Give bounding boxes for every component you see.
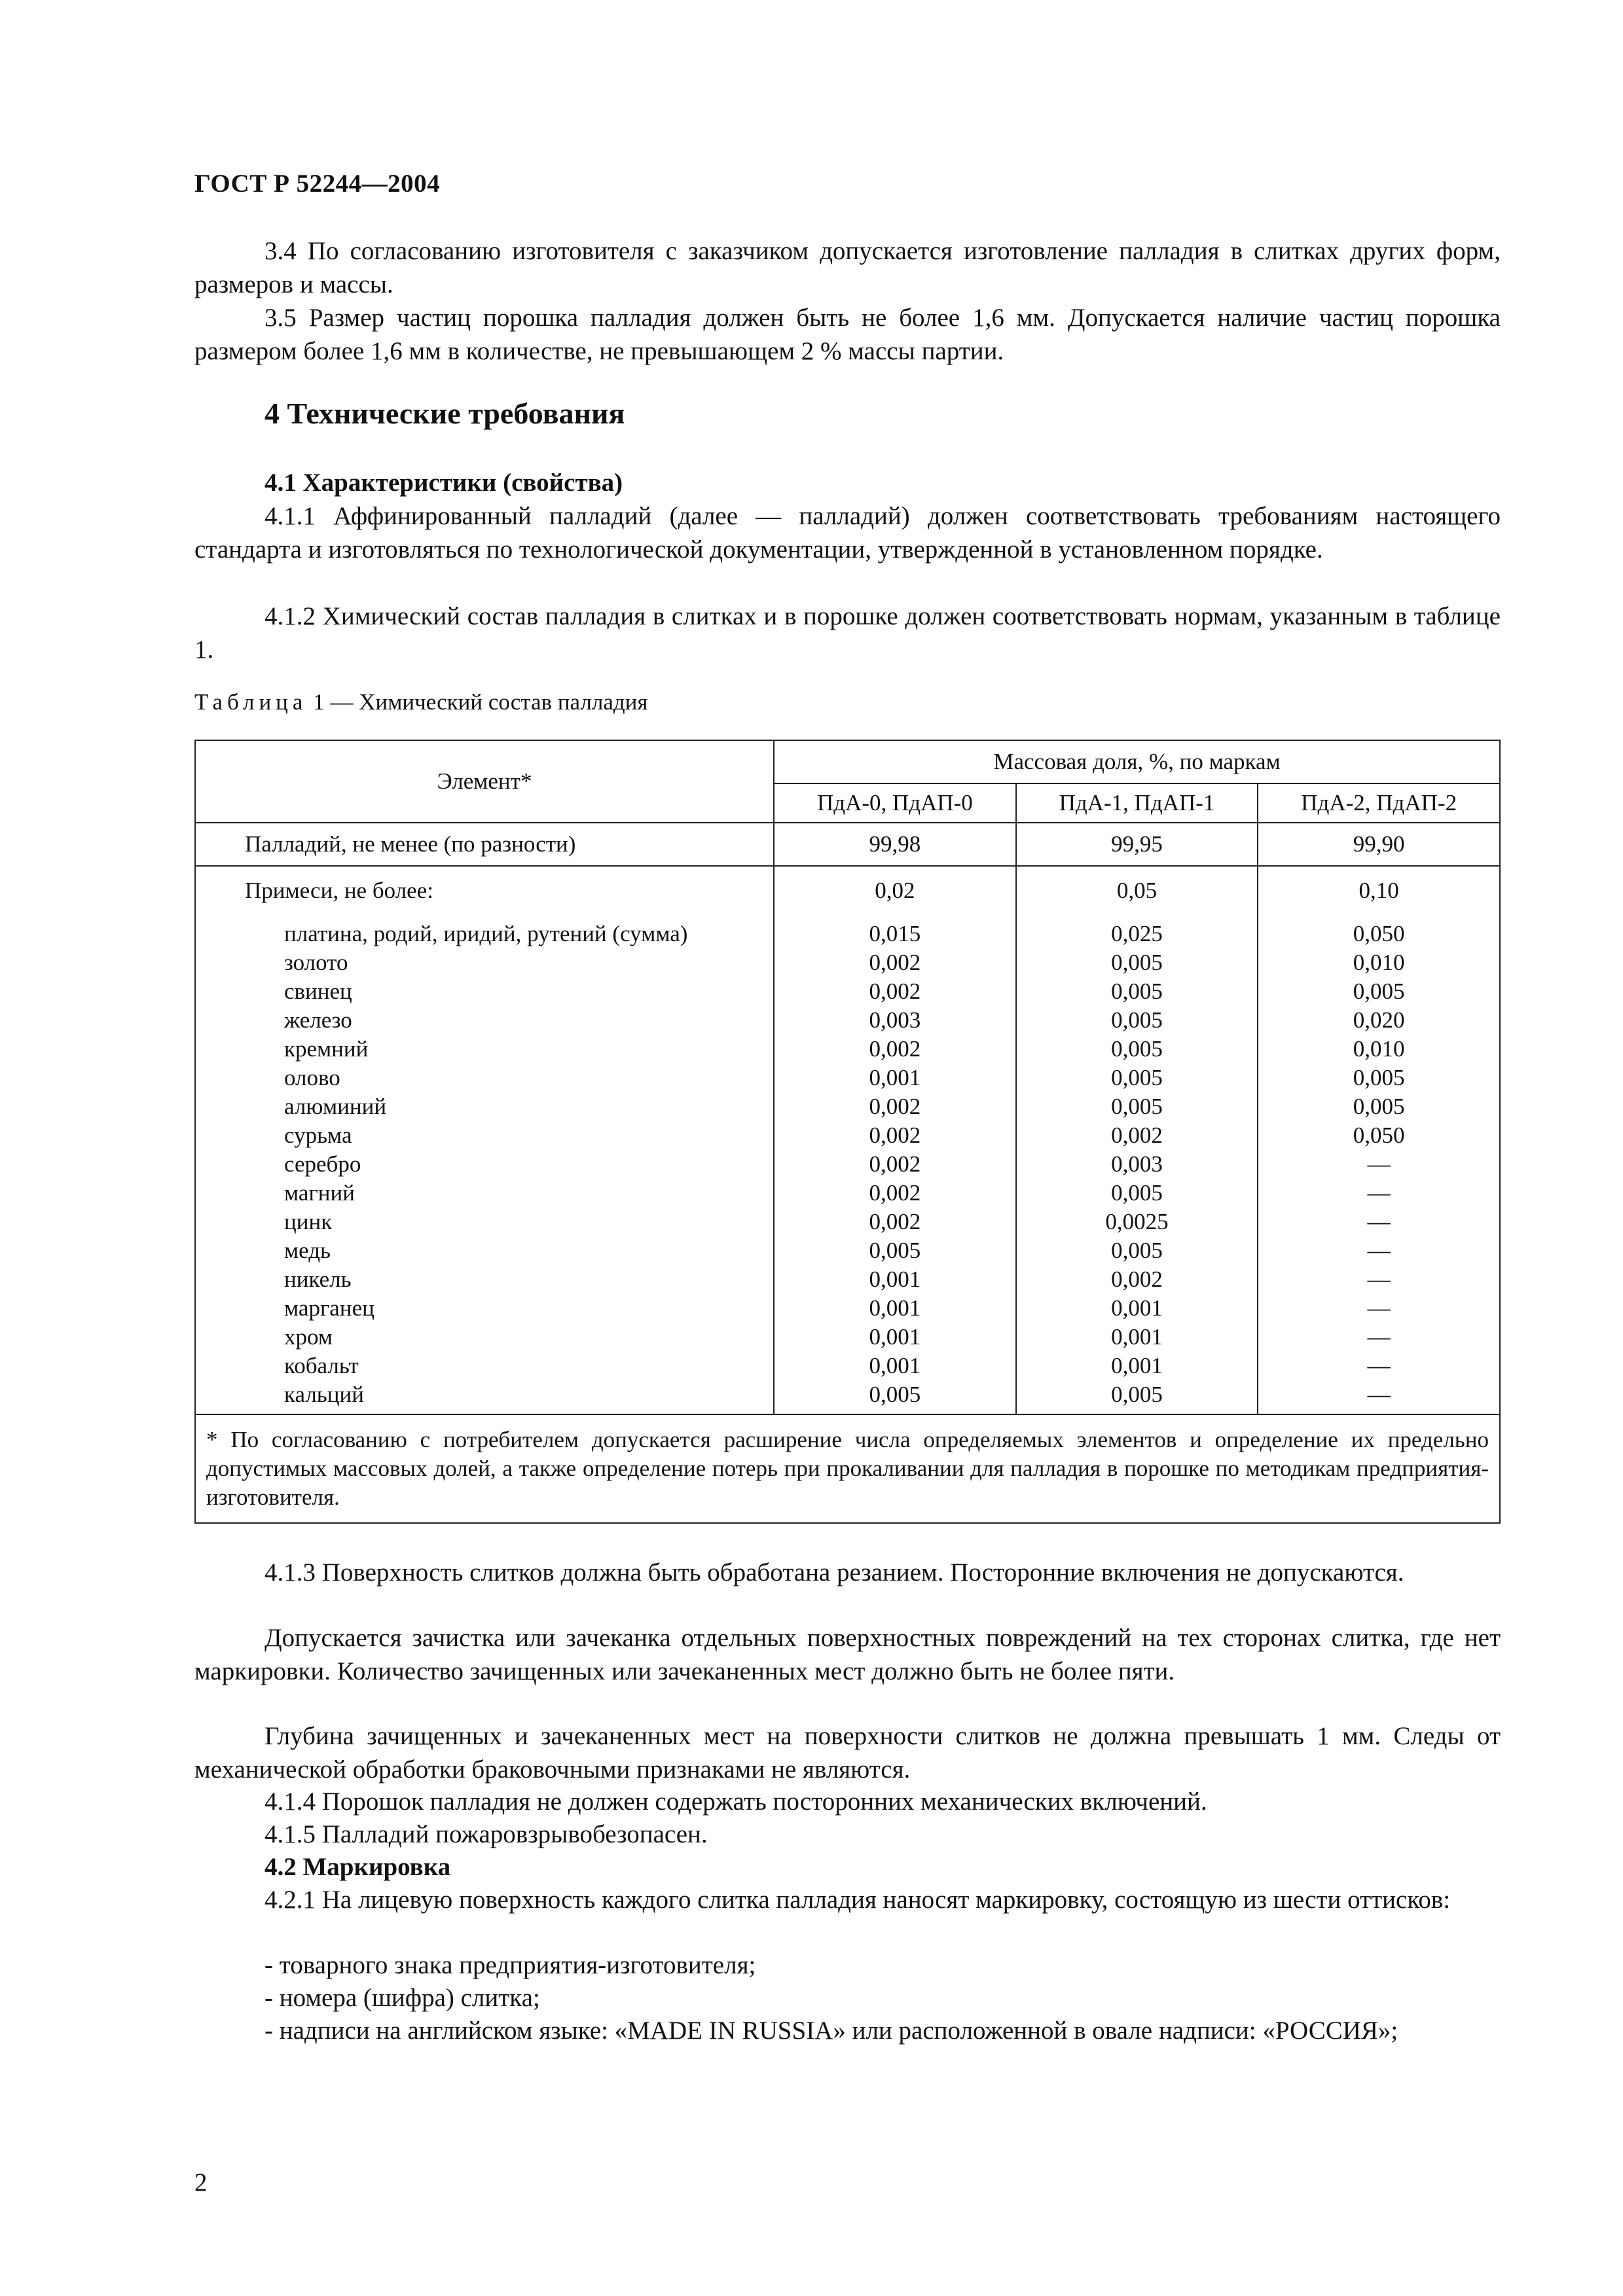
cell-value: 0,002: [774, 1035, 1016, 1064]
cell-value: 0,005: [774, 1236, 1016, 1265]
list-item-3: - надписи на английском языке: «MADE IN RUSSIA» или расположенной в овале надписи: «РОССИЯ»;: [264, 2017, 1398, 2045]
column-header-mass-fraction: Массовая доля, %, по маркам: [774, 740, 1500, 783]
cell-value: 0,001: [1016, 1323, 1258, 1352]
cell-value: 0,10: [1258, 866, 1500, 914]
row-label: Примеси, не более:: [195, 866, 774, 914]
cell-value: 0,005: [1016, 1179, 1258, 1208]
cell-value: 0,005: [1016, 1092, 1258, 1121]
cell-value: 0,005: [1016, 1064, 1258, 1092]
cell-value: 0,001: [774, 1352, 1016, 1380]
cell-value: 0,001: [1016, 1294, 1258, 1323]
table-row: [195, 1035, 1500, 1064]
cell-value: 0,002: [774, 1150, 1016, 1179]
subsection-4-1-title: 4.1 Характеристики (свойства): [264, 469, 623, 497]
cell-value: —: [1258, 1352, 1500, 1380]
column-header-grade-1: ПдА-1, ПдАП-1: [1016, 783, 1258, 823]
row-label: олово: [195, 1064, 774, 1092]
table-row: [195, 1092, 1500, 1121]
table-footnote: * По согласованию с потребителем допускается расширение числа определяемых элементов и определение их предельно допустимых массовых долей, а также определение потерь при прокаливании для палладия в порошке по методикам предприятия-изготовителя.: [195, 1414, 1500, 1523]
table-row: [195, 1380, 1500, 1409]
cell-value: —: [1258, 1208, 1500, 1236]
spacer-cell: [774, 1409, 1016, 1414]
row-label: кремний: [195, 1035, 774, 1064]
cell-value: 0,003: [774, 1006, 1016, 1035]
table-row: [195, 1006, 1500, 1035]
cell-value: 0,002: [774, 1121, 1016, 1150]
spacer-cell: [1258, 1409, 1500, 1414]
table-row-palladium: [195, 823, 1500, 866]
row-label: цинк: [195, 1208, 774, 1236]
cell-value: 0,001: [1016, 1352, 1258, 1380]
section-4-title: 4 Технические требования: [264, 397, 625, 430]
cell-value: 0,005: [1258, 1064, 1500, 1092]
cell-value: 0,002: [774, 1179, 1016, 1208]
table-spacer: [195, 1409, 1500, 1414]
cell-value: 0,025: [1016, 914, 1258, 948]
cell-value: —: [1258, 1265, 1500, 1294]
row-label: кальций: [195, 1380, 774, 1409]
cell-value: 0,0025: [1016, 1208, 1258, 1236]
spacer-cell: [195, 1409, 774, 1414]
table-row: [195, 1265, 1500, 1294]
row-label: платина, родий, иридий, рутений (сумма): [195, 914, 774, 948]
subsection-4-2-title: 4.2 Маркировка: [264, 1853, 451, 1881]
cell-value: 0,005: [1016, 948, 1258, 977]
table-row: [195, 1150, 1500, 1179]
row-label: свинец: [195, 977, 774, 1006]
paragraph-4-1-4: 4.1.4 Порошок палладия не должен содержать посторонних механических включений.: [264, 1787, 1207, 1816]
cell-value: 0,002: [774, 948, 1016, 977]
cell-value: 0,005: [1258, 1092, 1500, 1121]
cell-value: —: [1258, 1294, 1500, 1323]
row-label: кобальт: [195, 1352, 774, 1380]
cell-value: 0,005: [1016, 977, 1258, 1006]
table-caption: [194, 689, 648, 715]
table-caption-word: Таблица: [194, 689, 308, 715]
chemical-composition-table: [194, 740, 1501, 1524]
table-row: [195, 1208, 1500, 1236]
table-row: [195, 1236, 1500, 1265]
cell-value: 99,98: [774, 823, 1016, 866]
cell-value: 0,010: [1258, 948, 1500, 977]
table-row-impurities: [195, 866, 1500, 914]
cell-value: 0,050: [1258, 914, 1500, 948]
cell-value: —: [1258, 1236, 1500, 1265]
table-row: [195, 1064, 1500, 1092]
spacer-cell: [1016, 1409, 1258, 1414]
cell-value: 0,050: [1258, 1121, 1500, 1150]
row-label: железо: [195, 1006, 774, 1035]
row-label: хром: [195, 1323, 774, 1352]
column-header-element: Элемент*: [195, 740, 774, 823]
table-row: [195, 948, 1500, 977]
row-label: магний: [195, 1179, 774, 1208]
cell-value: 0,020: [1258, 1006, 1500, 1035]
cell-value: —: [1258, 1179, 1500, 1208]
row-label: Палладий, не менее (по разности): [195, 823, 774, 866]
row-label: марганец: [195, 1294, 774, 1323]
cell-value: 0,005: [1016, 1035, 1258, 1064]
cell-value: 0,005: [1016, 1236, 1258, 1265]
cell-value: 0,003: [1016, 1150, 1258, 1179]
table-row: [195, 977, 1500, 1006]
cell-value: —: [1258, 1323, 1500, 1352]
cell-value: 0,010: [1258, 1035, 1500, 1064]
table-row: [195, 1352, 1500, 1380]
document-header: ГОСТ Р 52244—2004: [194, 170, 441, 198]
cell-value: 0,001: [774, 1323, 1016, 1352]
column-header-grade-0: ПдА-0, ПдАП-0: [774, 783, 1016, 823]
table-caption-text: 1 — Химический состав палладия: [307, 689, 648, 715]
row-label: серебро: [195, 1150, 774, 1179]
cell-value: —: [1258, 1380, 1500, 1409]
cell-value: 0,002: [1016, 1265, 1258, 1294]
cell-value: 0,002: [774, 1092, 1016, 1121]
cell-value: 0,001: [774, 1265, 1016, 1294]
paragraph-4-1-3-c: Глубина зачищенных и зачеканенных мест на поверхности слитков не должна превышать 1 мм. Следы от механической обработки браковочными признаками не являются.: [194, 1722, 1501, 1784]
list-item-2: - номера (шифра) слитка;: [264, 1984, 540, 2012]
table-row: [195, 1323, 1500, 1352]
column-header-grade-2: ПдА-2, ПдАП-2: [1258, 783, 1500, 823]
paragraph-4-1-1: 4.1.1 Аффинированный палладий (далее — палладий) должен соответствовать требованиям настоящего стандарта и изготовляться по технологической документации, утвержденной в установленном порядке.: [194, 502, 1501, 564]
table-row: [195, 1121, 1500, 1150]
table-row: [195, 1294, 1500, 1323]
paragraph-3-5: 3.5 Размер частиц порошка палладия должен быть не более 1,6 мм. Допускается наличие частиц порошка размером более 1,6 мм в количестве, не превышающем 2 % массы партии.: [194, 304, 1501, 365]
paragraph-3-4: 3.4 По согласованию изготовителя с заказчиком допускается изготовление палладия в слитках других форм, размеров и массы.: [194, 237, 1501, 298]
cell-value: 0,005: [1016, 1380, 1258, 1409]
paragraph-4-2-1: 4.2.1 На лицевую поверхность каждого слитка палладия наносят маркировку, состоящую из шести оттисков:: [264, 1886, 1451, 1914]
cell-value: 0,002: [774, 977, 1016, 1006]
row-label: медь: [195, 1236, 774, 1265]
cell-value: 99,95: [1016, 823, 1258, 866]
cell-value: 0,005: [1258, 977, 1500, 1006]
row-label: алюминий: [195, 1092, 774, 1121]
paragraph-4-1-5: 4.1.5 Палладий пожаровзрывобезопасен.: [264, 1820, 708, 1848]
cell-value: 0,005: [1016, 1006, 1258, 1035]
row-label: золото: [195, 948, 774, 977]
cell-value: 0,001: [774, 1294, 1016, 1323]
paragraph-4-1-3: 4.1.3 Поверхность слитков должна быть обработана резанием. Посторонние включения не допускаются.: [264, 1558, 1404, 1587]
cell-value: 0,005: [774, 1380, 1016, 1409]
cell-value: 0,002: [1016, 1121, 1258, 1150]
page-number: 2: [194, 2168, 208, 2197]
table-row: [195, 1179, 1500, 1208]
paragraph-4-1-2: 4.1.2 Химический состав палладия в слитках и в порошке должен соответствовать нормам, указанным в таблице 1.: [194, 602, 1501, 664]
row-label: никель: [195, 1265, 774, 1294]
cell-value: 99,90: [1258, 823, 1500, 866]
paragraph-4-1-3-b: Допускается зачистка или зачеканка отдельных поверхностных повреждений на тех сторонах слитка, где нет маркировки. Количество зачищенных или зачеканенных мест должно быть не более пяти.: [194, 1624, 1501, 1685]
cell-value: 0,002: [774, 1208, 1016, 1236]
cell-value: 0,001: [774, 1064, 1016, 1092]
cell-value: 0,02: [774, 866, 1016, 914]
cell-value: —: [1258, 1150, 1500, 1179]
row-label: сурьма: [195, 1121, 774, 1150]
list-item-1: - товарного знака предприятия-изготовителя;: [264, 1951, 756, 1979]
cell-value: 0,05: [1016, 866, 1258, 914]
table-row: [195, 914, 1500, 948]
cell-value: 0,015: [774, 914, 1016, 948]
